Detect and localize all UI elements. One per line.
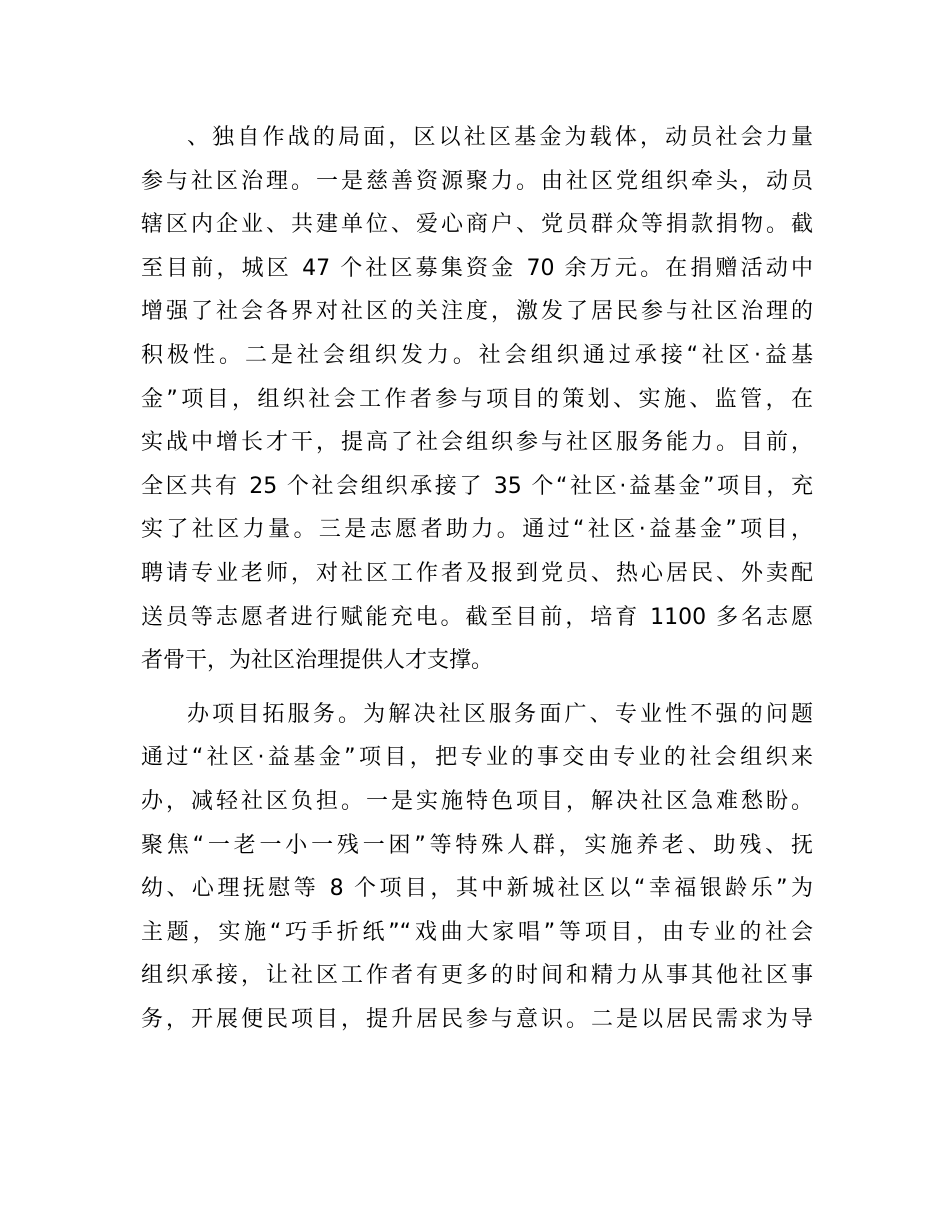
text-line: 办项目拓服务。为解决社区服务面广、专业性不强的问题: [187, 701, 813, 727]
text-line: 金”项目，组织社会工作者参与项目的策划、实施、监管，在: [141, 386, 813, 412]
text-line: 、独自作战的局面，区以社区基金为载体，动员社会力量: [187, 125, 813, 150]
text-line: 送员等志愿者进行赋能充电。截至目前，培育 1100 多名志愿: [141, 604, 813, 630]
text-line: 辖区内企业、共建单位、爱心商户、党员群众等捐款捐物。截: [141, 212, 813, 238]
body-text: [141, 116, 813, 1041]
paragraph-1: [141, 116, 813, 683]
text-line: 主题，实施“巧手折纸”“戏曲大家唱”等项目，由专业的社会: [141, 919, 813, 945]
text-line: 增强了社会各界对社区的关注度，激发了居民参与社区治理的: [141, 299, 813, 325]
paragraph-2: [141, 693, 813, 1042]
paragraph-spacer: [141, 683, 813, 693]
text-line: 参与社区治理。一是慈善资源聚力。由社区党组织牵头，动员: [141, 168, 813, 194]
text-line: 组织承接，让社区工作者有更多的时间和精力从事其他社区事: [141, 963, 813, 989]
text-line: 务，开展便民项目，提升居民参与意识。二是以居民需求为导: [141, 1006, 813, 1032]
text-line: 实战中增长才干，提高了社会组织参与社区服务能力。目前，: [141, 430, 813, 456]
text-line: 者骨干，为社区治理提供人才支撑。: [141, 648, 494, 674]
text-line: 聚焦“一老一小一残一困”等特殊人群，实施养老、助残、抚: [141, 832, 813, 858]
text-line: 积极性。二是社会组织发力。社会组织通过承接“社区·益基: [141, 342, 813, 368]
text-line: 聘请专业老师，对社区工作者及报到党员、热心居民、外卖配: [141, 560, 813, 586]
text-line: 办，减轻社区负担。一是实施特色项目，解决社区急难愁盼。: [141, 788, 813, 814]
text-line: 幼、心理抚慰等 8 个项目，其中新城社区以“幸福银龄乐”为: [141, 876, 813, 902]
text-line: 全区共有 25 个社会组织承接了 35 个“社区·益基金”项目，充: [141, 473, 813, 499]
text-line: 通过“社区·益基金”项目，把专业的事交由专业的社会组织来: [141, 745, 813, 771]
text-line: 至目前，城区 47 个社区募集资金 70 余万元。在捐赠活动中: [141, 255, 813, 281]
text-line: 实了社区力量。三是志愿者助力。通过“社区·益基金”项目，: [141, 517, 813, 543]
